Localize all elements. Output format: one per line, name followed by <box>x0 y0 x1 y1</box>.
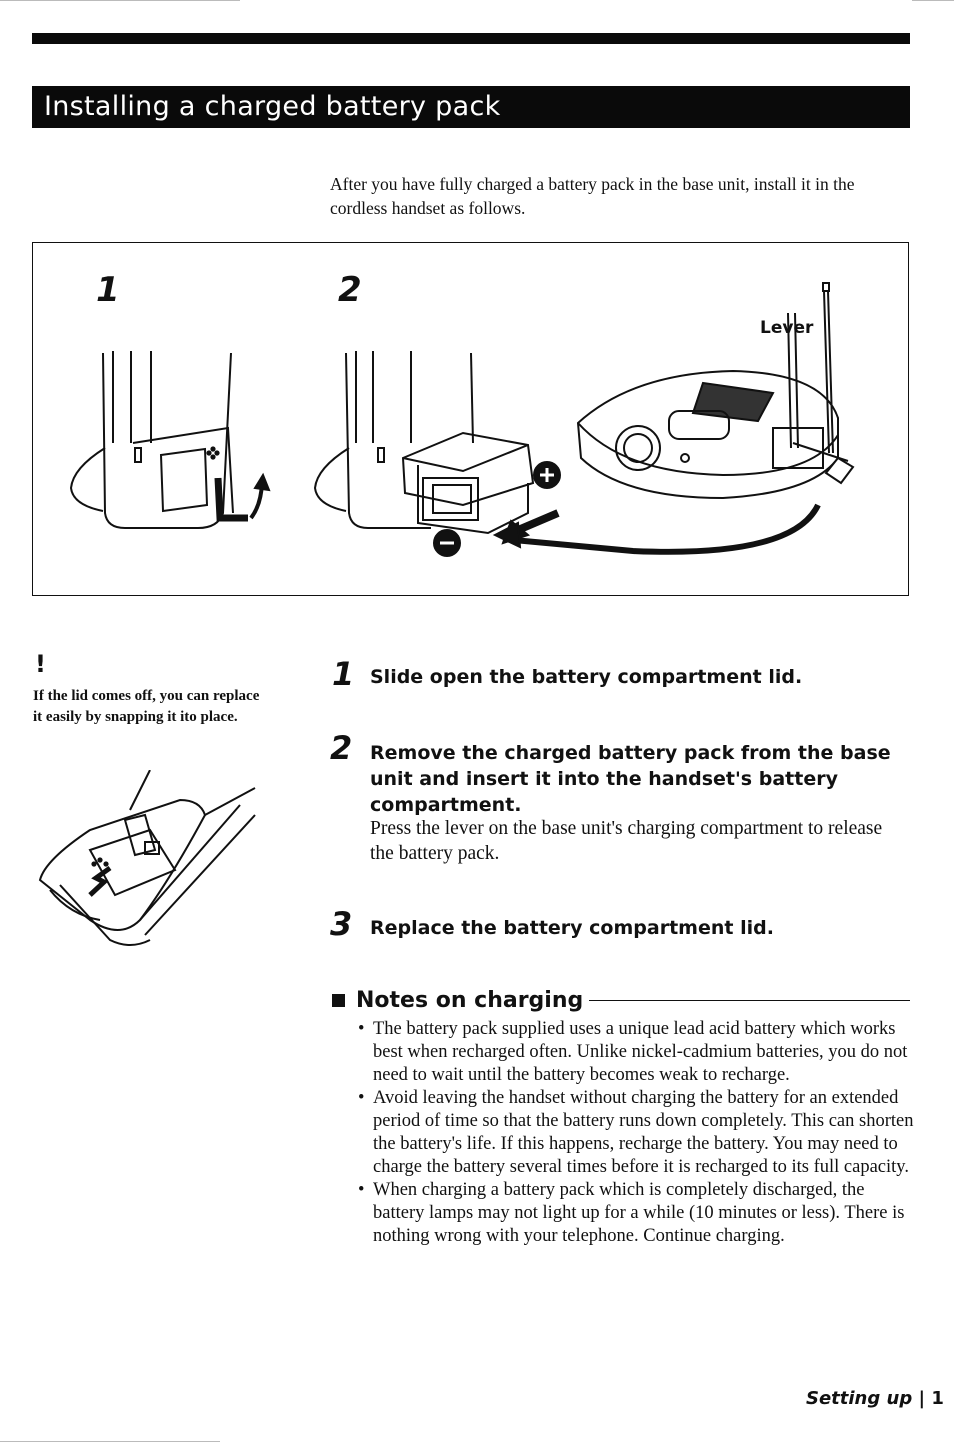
page-title: Installing a charged battery pack <box>32 86 910 128</box>
footer-section-name: Setting up <box>806 1388 913 1409</box>
handset-battery-insert-drawing <box>315 351 533 533</box>
intro-text: After you have fully charged a battery pack in the base unit, install it in the cordless handset as follows. <box>330 174 855 218</box>
note-item: • Avoid leaving the handset without charging the battery for an extended period of time so that the battery runs down completely. This can shorten the battery's life. If this happens, recharge the battery. You may need to charge the battery several times before it is recharged to its full capacity. <box>356 1087 914 1179</box>
scan-edge-line <box>912 0 954 1</box>
step-1-title: Slide open the battery compartment lid. <box>370 666 803 688</box>
heading-square-icon <box>332 994 345 1007</box>
top-rule <box>32 33 910 44</box>
notes-heading-text: Notes on charging <box>356 988 584 1013</box>
warning-mark: ! <box>35 650 46 678</box>
figure-step-1-number: 1 <box>96 270 120 310</box>
notes-list <box>356 1018 914 1248</box>
step-2-title: Remove the charged battery pack from the base unit and insert it into the handset's battery compartment. <box>370 742 891 816</box>
footer-divider: | <box>918 1388 932 1409</box>
step-2-body: Press the lever on the base unit's charging compartment to release the battery pack. <box>370 818 883 864</box>
heading-rule <box>589 1000 910 1002</box>
step-3-title: Replace the battery compartment lid. <box>370 917 774 939</box>
side-note-text: If the lid comes off, you can replace it easily by snapping it ito place. <box>33 688 260 725</box>
handset-open-lid-drawing <box>71 351 233 528</box>
figure-step-2-number: 2 <box>338 270 362 310</box>
step-1-number: 1 <box>332 655 355 693</box>
lever-label: Lever <box>760 318 814 338</box>
note-item: • The battery pack supplied uses a unique lead acid battery which works best when recharged often. Unlike nickel-cadmium batteries, you do not need to wait until the battery becomes weak to recharge. <box>356 1018 914 1087</box>
base-unit-drawing <box>578 283 853 498</box>
scan-edge-line <box>0 0 240 1</box>
footer-page-number: 1 <box>931 1388 944 1409</box>
notes-heading <box>332 988 910 1013</box>
lid-snap-illustration <box>30 770 270 970</box>
page-footer <box>806 1388 944 1409</box>
step-2-number: 2 <box>330 729 353 767</box>
battery-installation-illustration <box>33 243 908 595</box>
step-3-number: 3 <box>330 905 353 943</box>
note-item: • When charging a battery pack which is completely discharged, the battery lamps may not light up for a while (10 minutes or less). There is nothing wrong with your telephone. Continue charging. <box>356 1179 914 1248</box>
